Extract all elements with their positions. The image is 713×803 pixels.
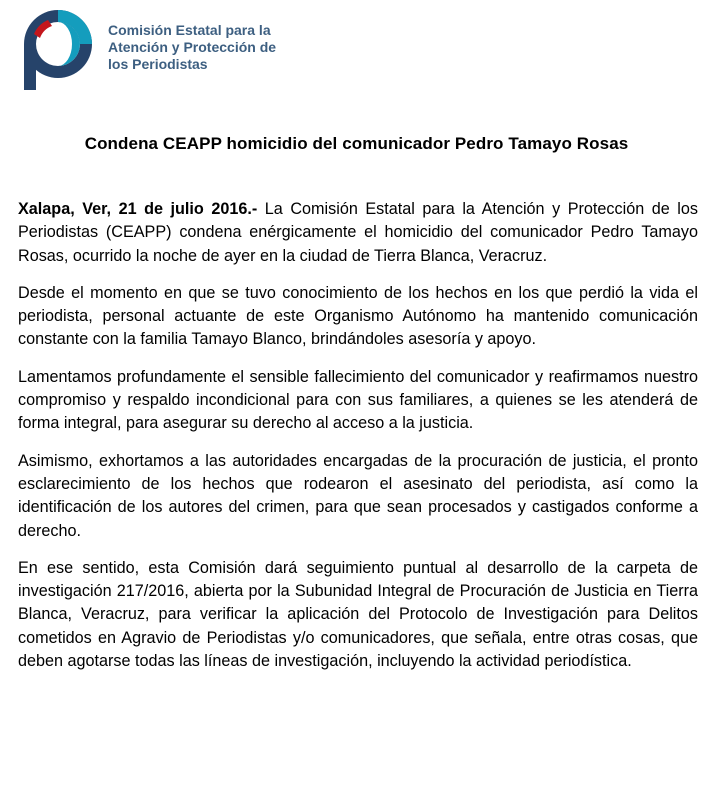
paragraph-1-text: La Comisión Estatal para la Atención y Protección de los Periodistas (CEAPP) condena enérgicamente el homicidio del comunicador Pedro Tamayo Rosas, ocurrido la noche de ayer en la ciudad de Tierra Blanca, Veracruz. [18,200,698,265]
paragraph-2: Desde el momento en que se tuvo conocimiento de los hechos en los que perdió la vida el periodista, personal actuante de este Organismo Autónomo ha mantenido comunicación constante con la familia Tamayo Blanco, brindándoles asesoría y apoyo. [18,283,698,349]
paragraph-4: Asimismo, exhortamos a las autoridades encargadas de la procuración de justicia, el pronto esclarecimiento de los hechos que rodearon el asesinato del periodista, así como la identificación de los autores del crimen, para que sean procesados y castigados conforme a derecho. [18,451,698,540]
header-logo-block [18,4,328,92]
paragraph-1 [18,198,698,268]
dateline: Xalapa, Ver, 21 de julio 2016.- [18,200,258,218]
org-name-line-1: Comisión Estatal para la [108,22,271,38]
paragraph-3: Lamentamos profundamente el sensible fallecimiento del comunicador y reafirmamos nuestro compromiso y respaldo incondicional para con sus familiares, a quienes se les atenderá de forma integral, para asegurar su derecho al acceso a la justicia. [18,367,698,433]
document-body [18,198,698,687]
paragraph-5: En ese sentido, esta Comisión dará seguimiento puntual al desarrollo de la carpeta de investigación 217/2016, abierta por la Subunidad Integral de Procuración de Justicia en Tierra Blanca, Veracruz, para verificar la aplicación del Protocolo de Investigación para Delitos cometidos en Agravio de Periodistas y/o comunicadores, que señala, entre otras cosas, que deben agotarse todas las líneas de investigación, incluyendo la actividad periodística. [18,558,698,671]
org-name-line-3: los Periodistas [108,56,208,72]
organization-name [108,22,328,73]
document-title: Condena CEAPP homicidio del comunicador Pedro Tamayo Rosas [84,134,629,153]
ceapp-logo-icon [18,4,98,92]
org-name-line-2: Atención y Protección de [108,39,277,55]
